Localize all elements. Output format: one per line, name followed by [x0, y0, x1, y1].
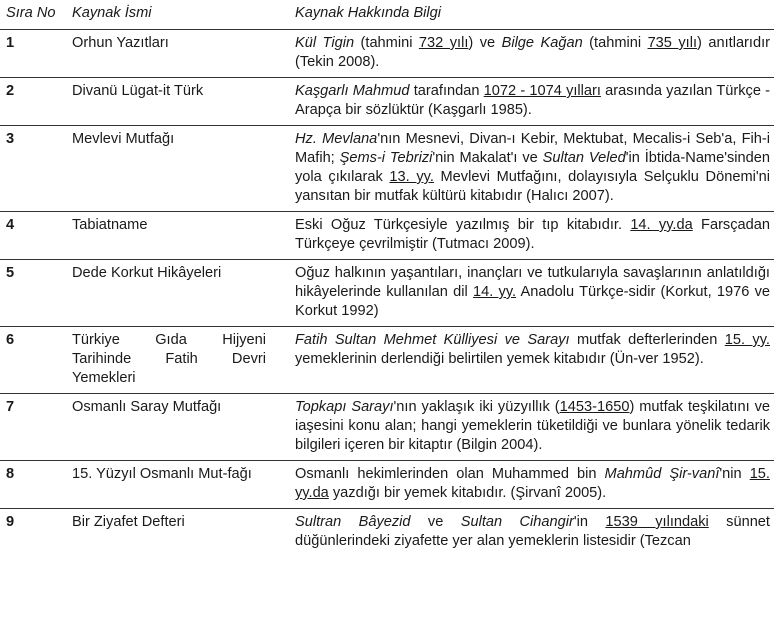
source-name: Osmanlı Saray Mutfağı: [72, 399, 222, 415]
info-text-segment: 15. yy.: [724, 332, 770, 348]
header-sira-no: Sıra No: [6, 5, 56, 21]
source-info: [280, 78, 774, 126]
row-number: 7: [6, 399, 15, 415]
info-text-segment: 735 yılı: [647, 35, 698, 51]
info-text-segment: 'in İbtida-Name'sinden yola çıkılarak: [295, 150, 770, 185]
table-row: [0, 394, 774, 461]
table-row: [0, 327, 774, 394]
header-kaynak-bilgi: Kaynak Hakkında Bilgi: [295, 5, 442, 21]
row-number: 9: [6, 514, 15, 530]
info-text-segment: Anadolu Türkçe-sidir (Korkut, 1976 ve Korkut 1992): [295, 284, 771, 319]
info-text-segment: 'nin Makalat'ı ve: [432, 150, 543, 166]
row-number: 5: [6, 265, 15, 281]
table-row: [0, 461, 774, 509]
source-info: [280, 260, 774, 327]
row-number: 4: [6, 217, 15, 233]
info-text-segment: Sultan Cihangir: [460, 514, 574, 530]
info-text-segment: 1539 yılındaki: [605, 514, 709, 530]
info-text-segment: Bilge Kağan: [501, 35, 583, 51]
info-text-segment: yemeklerinin derlendiği belirtilen yemek kitabıdır (Ün-ver 1952).: [295, 351, 704, 367]
source-name: Dede Korkut Hikâyeleri: [72, 265, 222, 281]
table-row: [0, 78, 774, 126]
info-text-segment: 13. yy.: [389, 169, 434, 185]
info-text-segment: 1453-1650: [559, 399, 630, 415]
info-text-segment: Oğuz halkının yaşantıları, inançları ve tutkularıyla savaşlarının anlatıldığı hikâyelerinde kullanılan dil: [295, 265, 770, 300]
info-text-segment: (tahmini: [582, 35, 648, 51]
info-text-segment: tarafından: [409, 83, 484, 99]
info-text-segment: Şems-i Tebrizi: [339, 150, 433, 166]
row-number: 2: [6, 83, 15, 99]
info-text-segment: Mevlevi Mutfağını, dolayısıyla Selçuklu Dönemi'ni yansıtan bir mutfak kültürü kitabıdır (Halıcı 2007).: [295, 169, 770, 204]
table-header: [0, 0, 774, 30]
info-text-segment: Eski Oğuz Türkçesiyle yazılmış bir tıp kitabıdır.: [295, 217, 631, 233]
source-name: Mevlevi Mutfağı: [72, 131, 175, 147]
source-info: [280, 394, 774, 461]
info-text-segment: 'nin: [719, 466, 750, 482]
info-text-segment: 'nın yaklaşık iki yüzyıllık (: [393, 399, 560, 415]
info-text-segment: Kül Tigin: [295, 35, 355, 51]
info-text-segment: Mahmûd Şir-vanî: [604, 466, 720, 482]
info-text-segment: arasında yazılan Türkçe - Arapça bir sözlüktür (Kaşgarlı 1985).: [295, 83, 771, 118]
info-text-segment: 'nın Mesnevi, Divan-ı Kebir, Mektubat, Mecalis-i Seb'a, Fih-i Mafih;: [295, 131, 770, 166]
info-text-segment: ) ve: [468, 35, 502, 51]
source-info: [280, 30, 774, 78]
table-row: [0, 30, 774, 78]
info-text-segment: ) anıtlarıdır (Tekin 2008).: [295, 35, 771, 70]
source-name: Türkiye Gıda Hijyeni Tarihinde Fatih Devri Yemekleri: [72, 332, 266, 386]
source-info: [280, 509, 774, 557]
source-info: [280, 461, 774, 509]
info-text-segment: ) mutfak teşkilatını ve iaşesini konu alan; hangi yemeklerin tüketildiği ve bunlara yönelik tedarik bilgileri içeren bir kitaptır (Bilgin 2004).: [295, 399, 770, 453]
table-body: [0, 30, 774, 557]
source-info: [280, 327, 774, 394]
info-text-segment: 14. yy.: [473, 284, 517, 300]
header-kaynak-ismi: Kaynak İsmi: [72, 5, 152, 21]
info-text-segment: Sultran Bâyezid: [295, 514, 411, 530]
info-text-segment: 'in: [573, 514, 606, 530]
row-number: 6: [6, 332, 15, 348]
row-number: 8: [6, 466, 15, 482]
info-text-segment: sünnet düğünlerindeki ziyafette yer alan yemeklerin listesidir (Tezcan: [295, 514, 770, 549]
source-name: Divanü Lügat-it Türk: [72, 83, 204, 99]
source-name: Bir Ziyafet Defteri: [72, 514, 185, 530]
table-row: [0, 260, 774, 327]
table-row: [0, 126, 774, 212]
info-text-segment: Sultan Veled: [542, 150, 626, 166]
source-info: [280, 126, 774, 212]
info-text-segment: yazdığı bir yemek kitabıdır. (Şirvanî 2005).: [328, 485, 607, 501]
info-text-segment: Topkapı Sarayı: [295, 399, 394, 415]
table-row: [0, 212, 774, 260]
info-text-segment: Osmanlı hekimlerinden olan Muhammed bin: [295, 466, 605, 482]
info-text-segment: Farsçadan Türkçeye çevrilmiştir (Tutmacı 2009).: [295, 217, 770, 252]
info-text-segment: ve: [410, 514, 461, 530]
info-text-segment: Hz. Mevlana: [295, 131, 378, 147]
table-row: [0, 509, 774, 557]
source-info: [280, 212, 774, 260]
info-text-segment: (tahmini: [354, 35, 419, 51]
row-number: 3: [6, 131, 15, 147]
info-text-segment: 1072 - 1074 yılları: [483, 83, 601, 99]
info-text-segment: 732 yılı: [418, 35, 469, 51]
row-number: 1: [6, 35, 15, 51]
info-text-segment: Fatih Sultan Mehmet Külliyesi ve Sarayı: [295, 332, 570, 348]
source-name: 15. Yüzyıl Osmanlı Mut-fağı: [72, 466, 252, 482]
info-text-segment: 15. yy.da: [295, 466, 770, 501]
source-name: Tabiatname: [72, 217, 148, 233]
info-text-segment: mutfak defterlerinden: [569, 332, 725, 348]
info-text-segment: Kaşgarlı Mahmud: [295, 83, 410, 99]
info-text-segment: 14. yy.da: [630, 217, 693, 233]
source-name: Orhun Yazıtları: [72, 35, 169, 51]
